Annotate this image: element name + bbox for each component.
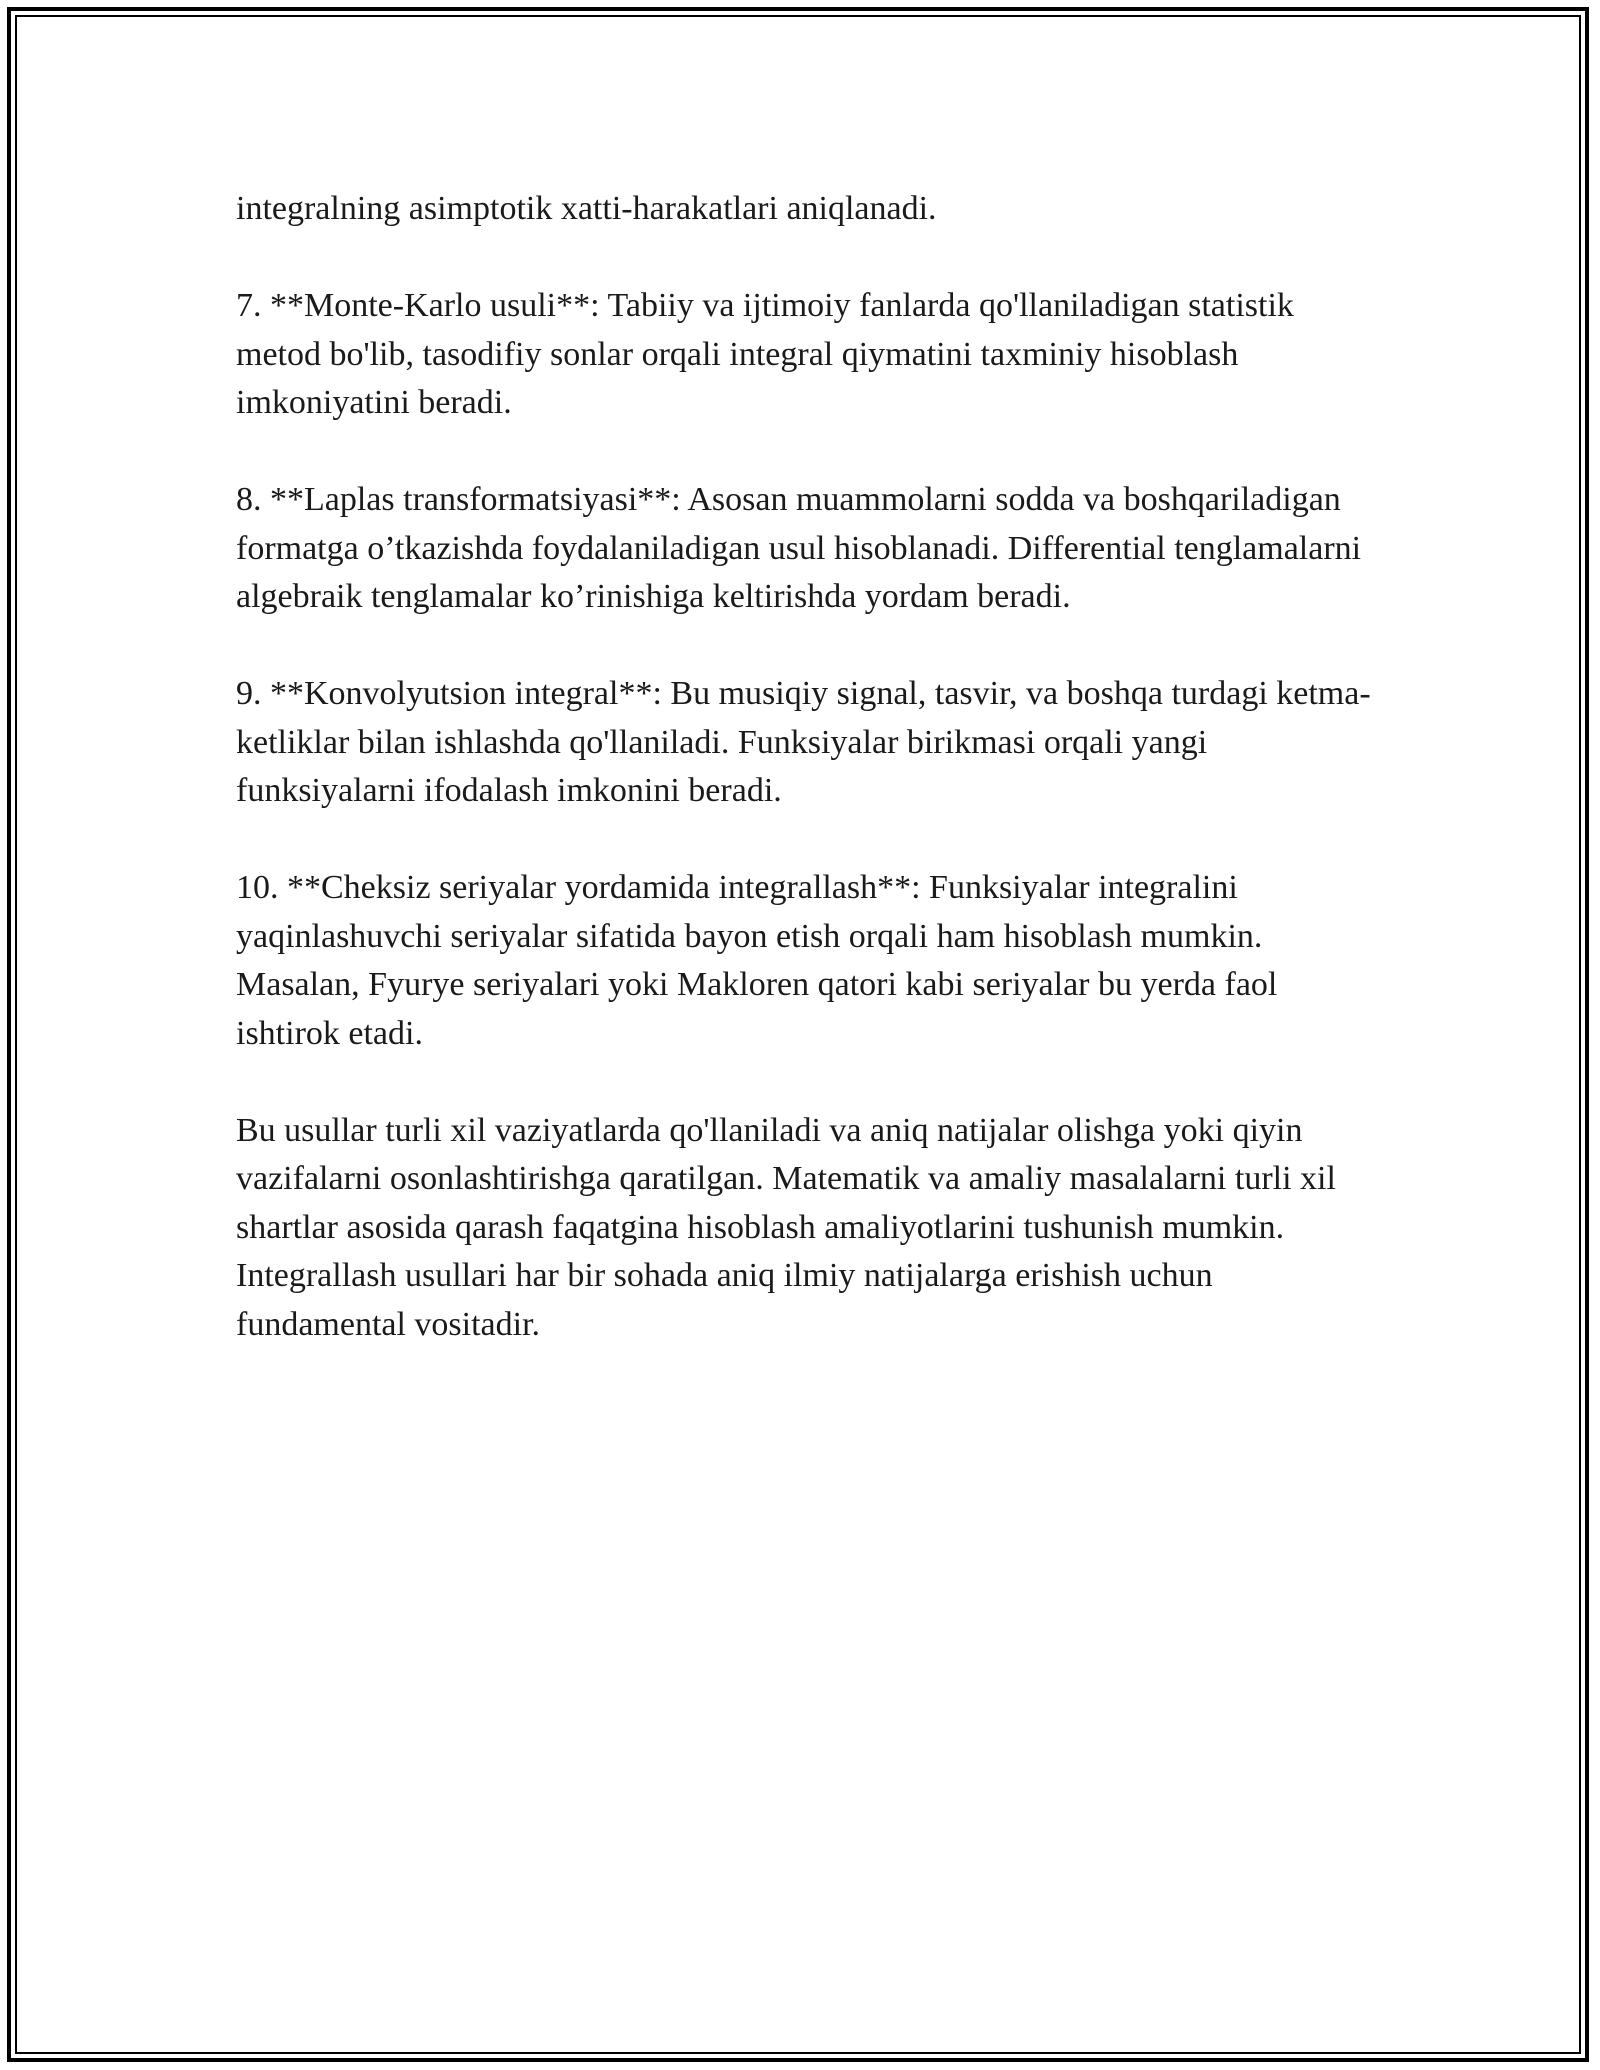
paragraph-konvolyutsion: 9. **Konvolyutsion integral**: Bu musiqiy signal, tasvir, va boshqa turdagi ketma-ketliklar bilan ishlashda qo'llaniladi. Funksiyalar birikmasi orqali yangi funksiyalarni ifodalash imkonini beradi. bbox=[236, 675, 1371, 809]
paragraph-cheksiz-seriyalar: 10. **Cheksiz seriyalar yordamida integrallash**: Funksiyalar integralini yaqinlashuvchi seriyalar sifatida bayon etish orqali ham hisoblash mumkin. Masalan, Fyurye seriyalari yoki Makloren qatori kabi seriyalar bu yerda faol ishtirok etadi. bbox=[236, 869, 1278, 1052]
paragraph-monte-karlo: 7. **Monte-Karlo usuli**: Tabiiy va ijtimoiy fanlarda qo'llaniladigan statistik metod bo'lib, tasodifiy sonlar orqali integral qiymatini taxminiy hisoblash imkoniyatini beradi. bbox=[236, 287, 1294, 421]
paragraph-continuation: integralning asimptotik xatti-harakatlari aniqlanadi. bbox=[236, 190, 937, 227]
document-body bbox=[236, 185, 1376, 1349]
paragraph-laplas: 8. **Laplas transformatsiyasi**: Asosan muammolarni sodda va boshqariladigan formatga o’tkazishda foydalaniladigan usul hisoblanadi. Differential tenglamalarni algebraik tenglamalar ko’rinishiga keltirishda yordam beradi. bbox=[236, 481, 1362, 615]
paragraph-conclusion: Bu usullar turli xil vaziyatlarda qo'llaniladi va aniq natijalar olishga yoki qiyin vazifalarni osonlashtirishga qaratilgan. Matematik va amaliy masalalarni turli xil shartlar asosida qarash faqatgina hisoblash amaliyotlarini tushunish mumkin. Integrallash usullari har bir sohada aniq ilmiy natijalarga erishish uchun fundamental vositadir. bbox=[236, 1111, 1336, 1343]
